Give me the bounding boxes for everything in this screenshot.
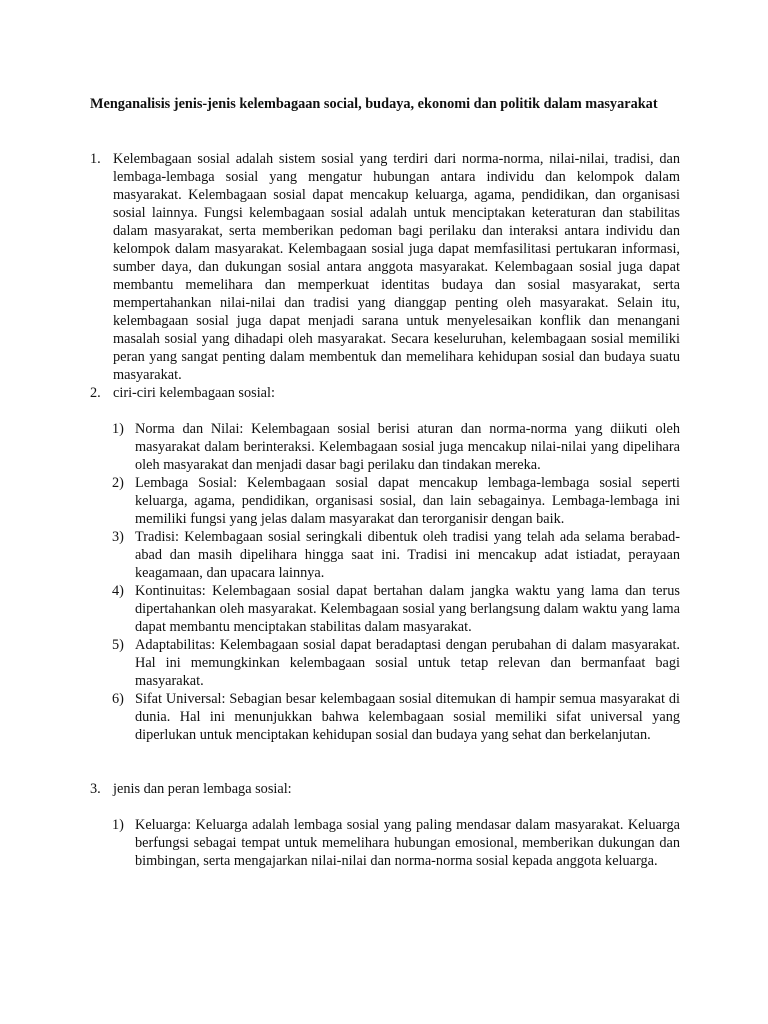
sub-list-number: 1) bbox=[112, 421, 124, 437]
sub-list-number: 2) bbox=[112, 475, 124, 491]
sub-list-number: 6) bbox=[112, 691, 124, 707]
sub-list-item-text: Sifat Universal: Sebagian besar kelembagaan sosial ditemukan di hampir semua masyarakat di dunia. Hal ini menunjukkan bahwa kelembagaan sosial memiliki sifat universal yang diperlukan untuk menciptakan kehidupan sosial dan budaya yang sehat dan berkelanjutan. bbox=[135, 691, 680, 743]
list-number: 2. bbox=[90, 385, 101, 401]
sub-list-item bbox=[112, 636, 680, 690]
list-item-text: Kelembagaan sosial adalah sistem sosial yang terdiri dari norma-norma, nilai-nilai, tradisi, dan lembaga-lembaga sosial yang mengatur hubungan antara individu dan kelompok dalam masyarakat. Kelembagaan sosial dapat mencakup keluarga, agama, pendidikan, dan organisasi sosial lainnya. Fungsi kelembagaan sosial adalah untuk menciptakan keteraturan dan stabilitas dalam masyarakat, serta memberikan pedoman bagi perilaku dan interaksi antara individu dan kelompok dalam masyarakat. Kelembagaan sosial juga dapat memfasilitasi pertukaran informasi, sumber daya, dan dukungan sosial antara anggota masyarakat. Kelembagaan sosial juga dapat membantu memelihara dan memperkuat identitas budaya dan sosial masyarakat, serta mempertahankan nilai-nilai dan tradisi yang dianggap penting oleh masyarakat. Selain itu, kelembagaan sosial juga dapat menjadi sarana untuk menyelesaikan konflik dan menangani masalah sosial yang dihadapi oleh masyarakat. Secara keseluruhan, kelembagaan sosial memiliki peran yang sangat penting dalam membentuk dan memelihara kehidupan sosial dan budaya suatu masyarakat. bbox=[113, 151, 680, 383]
list-number: 1. bbox=[90, 151, 101, 167]
list-item-text: ciri-ciri kelembagaan sosial: bbox=[113, 385, 275, 401]
list-item bbox=[90, 150, 680, 384]
sub-list-number: 4) bbox=[112, 583, 124, 599]
document-title: Menganalisis jenis-jenis kelembagaan social, budaya, ekonomi dan politik dalam masyarakat bbox=[90, 96, 658, 112]
sub-list-item-text: Kontinuitas: Kelembagaan sosial dapat bertahan dalam jangka waktu yang lama dan terus dipertahankan oleh masyarakat. Kelembagaan sosial yang berlangsung dalam waktu yang lama dapat membantu menciptakan stabilitas dalam masyarakat. bbox=[135, 583, 680, 635]
sub-list-number: 3) bbox=[112, 529, 124, 545]
sub-list-item bbox=[112, 420, 680, 474]
list-item bbox=[90, 384, 680, 402]
sub-list-item bbox=[112, 528, 680, 582]
sub-list-item-text: Keluarga: Keluarga adalah lembaga sosial yang paling mendasar dalam masyarakat. Keluarga berfungsi sebagai tempat untuk memelihara hubungan emosional, memberikan dukungan dan bimbingan, serta mengajarkan nilai-nilai dan norma-norma sosial kepada anggota keluarga. bbox=[135, 817, 680, 869]
list-item-text: jenis dan peran lembaga sosial: bbox=[113, 781, 292, 797]
sub-list-item bbox=[112, 816, 680, 870]
sub-list-item bbox=[112, 474, 680, 528]
list-item bbox=[90, 780, 680, 798]
sub-list-item bbox=[112, 690, 680, 744]
sub-list-item-text: Adaptabilitas: Kelembagaan sosial dapat beradaptasi dengan perubahan di dalam masyarakat. Hal ini memungkinkan kelembagaan sosial untuk tetap relevan dan bermanfaat bagi masyarakat. bbox=[135, 637, 680, 689]
sub-list-item bbox=[112, 582, 680, 636]
sub-list-number: 1) bbox=[112, 817, 124, 833]
list-number: 3. bbox=[90, 781, 101, 797]
sub-list-item-text: Tradisi: Kelembagaan sosial seringkali dibentuk oleh tradisi yang telah ada selama berabad-abad dan masih dipelihara hingga saat ini. Tradisi ini mencakup adat istiadat, perayaan keagamaan, dan upacara lainnya. bbox=[135, 529, 680, 581]
sub-list-item-text: Lembaga Sosial: Kelembagaan sosial dapat mencakup lembaga-lembaga sosial seperti keluarga, agama, pendidikan, organisasi sosial, dan lain sebagainya. Lembaga-lembaga ini memiliki fungsi yang jelas dalam masyarakat dan terorganisir dengan baik. bbox=[135, 475, 680, 527]
sub-list-item-text: Norma dan Nilai: Kelembagaan sosial berisi aturan dan norma-norma yang diikuti oleh masyarakat dalam berinteraksi. Kelembagaan sosial juga mencakup nilai-nilai yang dipelihara oleh masyarakat dan menjadi dasar bagi perilaku dan tindakan mereka. bbox=[135, 421, 680, 473]
sub-list-number: 5) bbox=[112, 637, 124, 653]
